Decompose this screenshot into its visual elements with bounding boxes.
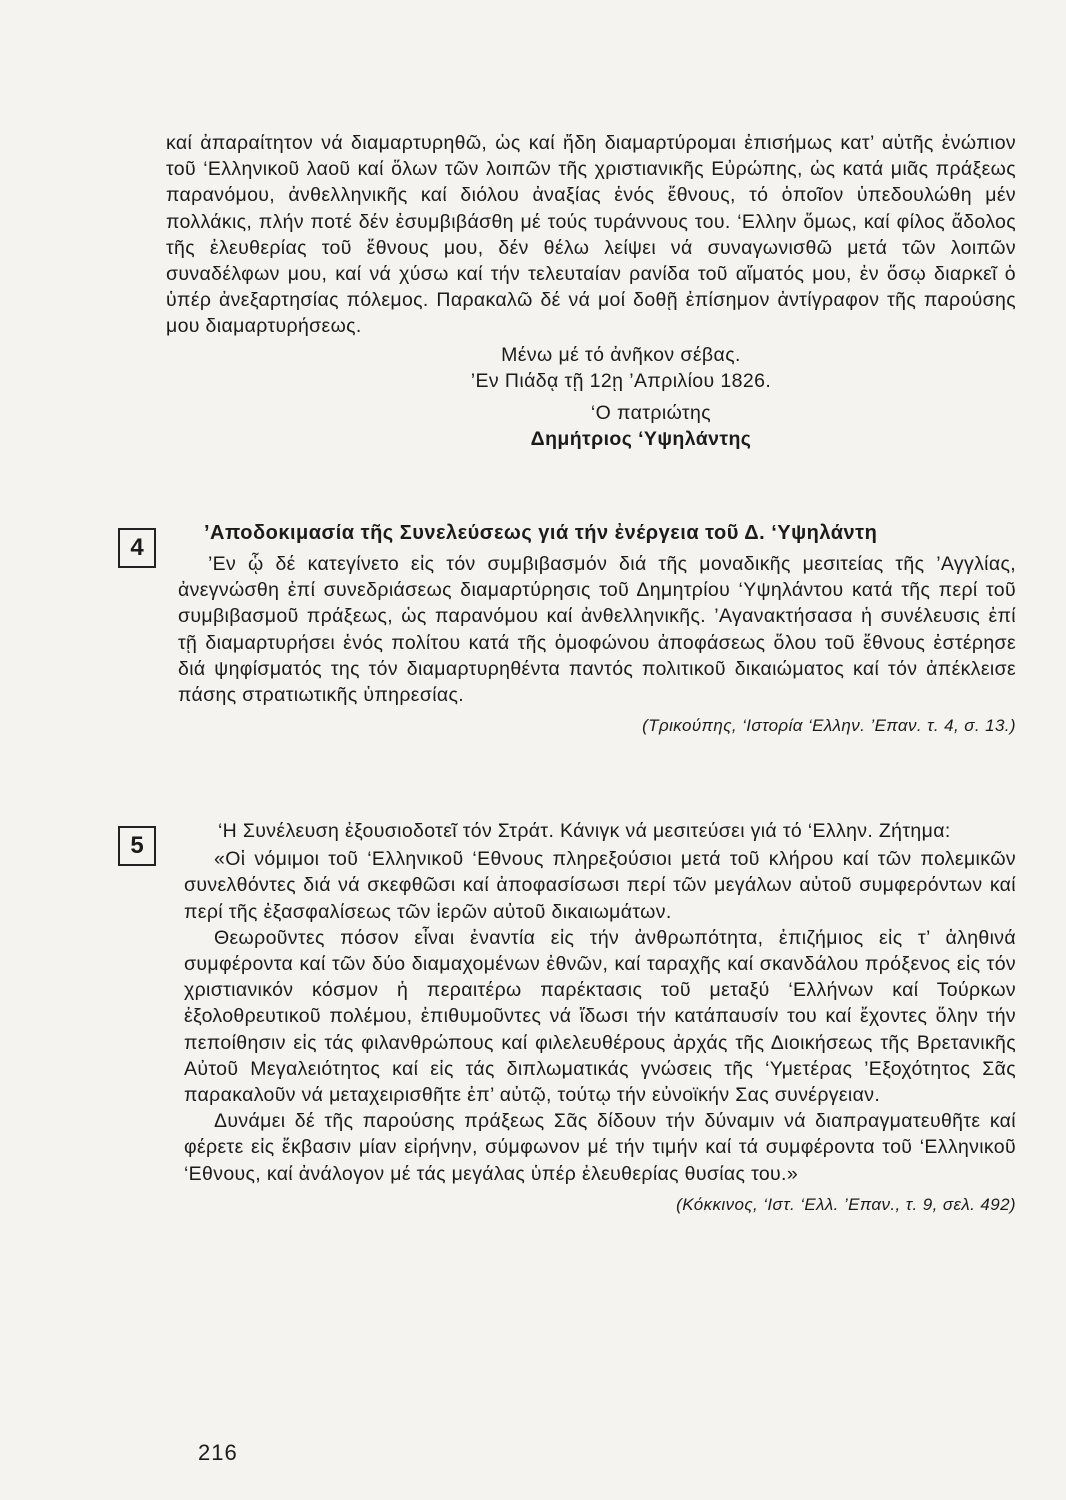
- section-number-box-4: 4: [118, 528, 156, 568]
- section-5: [184, 818, 1016, 1215]
- section-5-paragraph-1: «Οἱ νόμιμοι τοῦ ‘Ελληνικοῦ ‘Εθνους πληρεξούσιοι μετά τοῦ κλήρου καί τῶν πολεμικῶν συνελθόντες διά νά σκεφθῶσι καί ἀποφασίσωσι περί τῶν μεγάλων αὐτοῦ συμφερόντων καί περί τῆς ἐξασφαλίσεως τῶν ἱερῶν αὐτοῦ δικαιωμάτων.: [184, 848, 1016, 923]
- section-5-intro: ‘Η Συνέλευση ἐξουσιοδοτεῖ τόν Στράτ. Κάνιγκ νά μεσιτεύσει γιά τό ‘Ελλην. Ζήτημα:: [218, 820, 951, 842]
- page-number: 216: [198, 1440, 238, 1465]
- section-4: [178, 522, 1016, 736]
- intro-block: [166, 130, 1016, 452]
- section-5-paragraph-3: Δυνάμει δέ τῆς παρούσης πράξεως Σᾶς δίδουν τήν δύναμιν νά διαπραγματευθῆτε καί φέρετε εἰς ἔκβασιν μίαν εἰρήνην, σύμφωνον μέ τήν τιμήν καί τά συμφέροντα τοῦ ‘Ελληνικοῦ ‘Εθνους, καί ἀνάλογον μέ τάς μεγάλας ὑπέρ ἐλευθερίας θυσίας του.»: [184, 1110, 1016, 1185]
- place-date-line: ’Εν Πιάδᾳ τῇ 12ῃ ’Απριλίου 1826.: [470, 369, 772, 392]
- section-4-heading: ’Αποδοκιμασία τῆς Συνελεύσεως γιά τήν ἐνέργεια τοῦ Δ. ‘Υψηλάντη: [204, 522, 878, 544]
- signature-title: ‘Ο πατριώτης: [590, 401, 712, 424]
- closing-line: Μένω μέ τό ἀνῆκον σέβας.: [501, 343, 741, 366]
- section-number-box-5: 5: [118, 826, 156, 866]
- section-4-citation: (Τρικούπης, ‘Ιστορία ‘Ελλην. ’Επαν. τ. 4, σ. 13.): [642, 716, 1016, 736]
- section-5-citation: (Κόκκινος, ‘Ιστ. ‘Ελλ. ’Επαν., τ. 9, σελ. 492): [676, 1194, 1016, 1214]
- intro-paragraph: καί ἀπαραίτητον νά διαμαρτυρηθῶ, ὡς καί ἤδη διαμαρτύρομαι ἐπισήμως κατ’ αὐτῆς ἐνώπιον τοῦ ‘Ελληνικοῦ λαοῦ καί ὅλων τῶν λοιπῶν τῆς χριστιανικῆς Εὐρώπης, ὡς κατά μιᾶς πράξεως παρανόμου, ἀνθελληνικῆς καί διόλου ἀναξίας ἑνός ἔθνους, τό ὁποῖον ὑπεδουλώθη μέν πολλάκις, πλήν ποτέ δέν ἐσυμβιβάσθη μέ τούς τυράννους του. ‘Ελλην ὅμως, καί φίλος ἄδολος τῆς ἐλευθερίας τοῦ ἔθνους μου, δέν θέλω λείψει νά συναγωνισθῶ μετά τῶν λοιπῶν συναδέλφων μου, καί νά χύσω καί τήν τελευταίαν ρανίδα τοῦ αἵματός μου, ἐν ὅσῳ διαρκεῖ ὁ ὑπέρ ἀνεξαρτησίας πόλεμος. Παρακαλῶ δέ νά μοί δοθῇ ἐπίσημον ἀντίγραφον τῆς παρούσης μου διαμαρτυρήσεως.: [166, 132, 1016, 338]
- section-4-paragraph: ’Εν ᾧ δέ κατεγίνετο εἰς τόν συμβιβασμόν διά τῆς μοναδικῆς μεσιτείας τῆς ’Αγγλίας, ἀνεγνώσθη ἐπί συνεδριάσεως διαμαρτύρησις τοῦ Δημητρίου ‘Υψηλάντου κατά τῆς περί τοῦ συμβιβασμοῦ πράξεως, ὡς παρανόμου καί ἀνθελληνικῆς. ’Αγανακτήσασα ἡ συνέλευσις ἐπί τῇ διαμαρτυρήσει ἑνός πολίτου κατά τῆς ὁμοφώνου ἀποφάσεως ὅλου τοῦ ἔθνους ἐστέρησε διά ψηφίσματός της τόν διαμαρτυρηθέντα παντός πολιτικοῦ δικαιώματος καί τόν ἀπέκλεισε πάσης στρατιωτικῆς ὑπηρεσίας.: [178, 553, 1016, 707]
- signature-name: Δημήτριος ‘Υψηλάντης: [530, 427, 752, 450]
- section-5-paragraph-2: Θεωροῦντες πόσον εἶναι ἐναντία εἰς τήν ἀνθρωπότητα, ἐπιζήμιος εἰς τ’ ἀληθινά συμφέροντα καί τῶν δύο διαμαχομένων ἐθνῶν, καί ταραχῆς καί σκανδάλου πρόξενος εἰς τόν χριστιανικόν κόσμον ἡ περαιτέρω παρέκτασις τοῦ μεταξύ ‘Ελλήνων καί Τούρκων ἐξολοθρευτικοῦ πολέμου, ἐπιθυμοῦντες νά ἴδωσι τήν κατάπαυσίν του καί ἔχοντες ὅλην τήν πεποίθησιν εἰς τάς φιλανθρώπους καί φιλελευθέρους ἀρχάς τῆς Διοικήσεως τῆς Βρετανικῆς Αὐτοῦ Μεγαλειότητος καί εἰς τάς διπλωματικάς γνώσεις τῆς ‘Υμετέρας ’Εξοχότητος Σᾶς παρακαλοῦν νά μεταχειρισθῆτε ἐπ’ αὐτῷ, τούτῳ τήν εὐνοϊκήν Σας συνέργειαν.: [184, 926, 1016, 1107]
